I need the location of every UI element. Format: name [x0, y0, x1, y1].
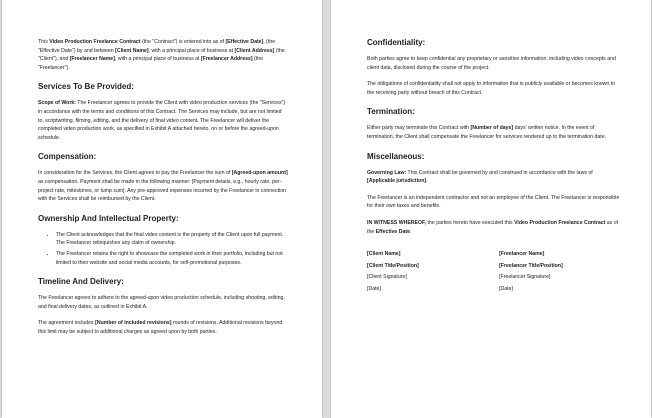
freelancer-date-field: [Date]	[499, 285, 513, 292]
page-1-content	[38, 38, 288, 344]
governing-law-paragraph	[367, 169, 621, 186]
witness-label: IN WITNESS WHEREOF,	[367, 219, 427, 226]
timeline-heading: Timeline And Delivery:	[38, 277, 124, 287]
intro-text: (the "Contract") is entered into as of	[140, 39, 226, 45]
client-signature-column	[367, 250, 489, 296]
miscellaneous-heading: Miscellaneous:	[367, 151, 425, 161]
client-date-field: [Date]	[367, 285, 381, 292]
intro-text: , with a principal place of business at	[148, 47, 235, 54]
termination-text: Either party may terminate this Contract with	[367, 125, 471, 132]
list-item: • The Client acknowledges that the final video content is the property of the Client upon full payment. The Freelancer relinquishes any claim of ownership.	[56, 231, 288, 248]
termination-heading: Termination:	[367, 107, 415, 117]
confidentiality-heading: Confidentiality:	[367, 38, 426, 47]
services-paragraph	[38, 99, 288, 142]
effective-date-bold: Effective Date	[375, 228, 410, 235]
jurisdiction-placeholder: [Applicable jurisdiction]	[367, 178, 427, 185]
client-signature-field: [Client Signature]	[367, 274, 407, 281]
governing-law-text: This Contract shall be governed by and construed in accordance with the laws of	[406, 169, 593, 176]
witness-text: .	[409, 228, 412, 235]
services-heading: Services To Be Provided:	[38, 82, 134, 92]
confidentiality-paragraph-1: Both parties agree to keep confidential any proprietary or sensitive information, including video concepts and client data, disclosed during the course of the project.	[367, 56, 616, 71]
page-2-content	[367, 38, 621, 297]
effective-date-placeholder: [Effective Date]	[225, 39, 264, 45]
contract-title-bold: Video Production Freelance Contract	[49, 39, 141, 45]
services-text: The Freelancer agrees to provide the Client with video production services (the "Services") in accordance with the terms and conditions of this Contract. The Services may include, but are not limited to, scriptwriting, filming, editing, and the delivery of final video content. The Freelancer will deliver the completed video production work, as specified in Exhibit A attached hereto, on or before the agreed-upon schedule.	[38, 100, 286, 141]
intro-text: , with a principal place of business at	[114, 56, 201, 63]
governing-law-label: Governing Law:	[367, 169, 407, 176]
intro-text: , (the "Effective Date") by and between	[38, 39, 276, 54]
contractor-paragraph: The Freelancer is an independent contractor and not an employee of the Client. The Freelancer is responsible for their own taxes and benefits.	[367, 194, 620, 210]
ownership-heading: Ownership And Intellectual Property:	[38, 213, 179, 223]
freelancer-signature-column	[499, 250, 621, 296]
witness-text: as of the	[367, 219, 619, 235]
freelancer-title-field: [Freelancer Title/Position]	[499, 262, 563, 269]
client-name-field: [Client Name]	[367, 251, 401, 258]
termination-text: days' written notice. In the event of termination, the Client shall compensate the Freelancer for services rendered up to the termination date.	[367, 125, 607, 140]
contract-title-bold: Video Production Freelance Contract	[514, 219, 606, 226]
intro-paragraph	[38, 38, 288, 72]
compensation-paragraph	[38, 169, 288, 203]
revisions-placeholder: [Number of included revisions]	[95, 320, 172, 327]
compensation-heading: Compensation:	[38, 152, 97, 162]
freelancer-signature-field: [Freelancer Signature]	[499, 274, 551, 281]
witness-text: the parties hereto have executed this	[426, 219, 515, 226]
document-page-1	[2, 0, 322, 418]
signature-block	[367, 250, 621, 296]
freelancer-address-placeholder: [Freelancer Address]	[200, 56, 253, 63]
intro-text: (the "Freelancer").	[38, 56, 263, 71]
timeline-paragraph-2	[38, 319, 288, 336]
amount-placeholder: [Agreed-upon amount]	[231, 170, 288, 177]
client-address-placeholder: [Client Address]	[234, 47, 275, 54]
witness-paragraph	[367, 219, 621, 236]
confidentiality-paragraph-2: The obligations of confidentiality shall not apply to information that is publicly available or becomes known to the receiving party without breach of this Contract.	[367, 81, 615, 96]
compensation-text: as compensation. Payment shall be made in the following manner: [Payment details, e.g., hourly rate, per-project rate, milestones, or lump sum]. Any pre-approved expenses incurred by the Freelancer in connection with the Services shall be reimbursed by the Client.	[38, 178, 286, 203]
client-name-placeholder: [Client Name]	[115, 47, 149, 54]
freelancer-name-field: [Freelancer Name]	[499, 251, 545, 258]
revisions-text: The agreement includes	[38, 320, 96, 327]
document-page-2	[331, 0, 651, 418]
timeline-paragraph-1: The Freelancer agrees to adhere to the agreed-upon video production schedule, including shooting, editing, and final delivery dates, as outlined in Exhibit A.	[38, 295, 285, 310]
list-item: • The Freelancer retains the right to showcase the completed work in their portfolio, including but not limited to their website and social media accounts, for self-promotional purposes.	[56, 250, 288, 267]
revisions-text: rounds of revisions. Additional revisions beyond this limit may be subject to additional charges as agreed upon by both parties.	[38, 320, 283, 335]
compensation-text: In consideration for the Services, the Client agrees to pay the Freelancer the sum of	[38, 170, 232, 177]
intro-text: This	[38, 39, 50, 45]
intro-text: (the "Client"), and	[38, 47, 285, 63]
ownership-list	[38, 231, 288, 267]
termination-paragraph	[367, 124, 621, 141]
governing-law-text: .	[426, 178, 428, 185]
days-placeholder: [Number of days]	[470, 125, 514, 132]
freelancer-name-placeholder: [Freelancer Name]	[69, 56, 115, 63]
client-title-field: [Client Title/Position]	[367, 262, 419, 269]
scope-of-work-label: Scope of Work:	[38, 100, 76, 107]
